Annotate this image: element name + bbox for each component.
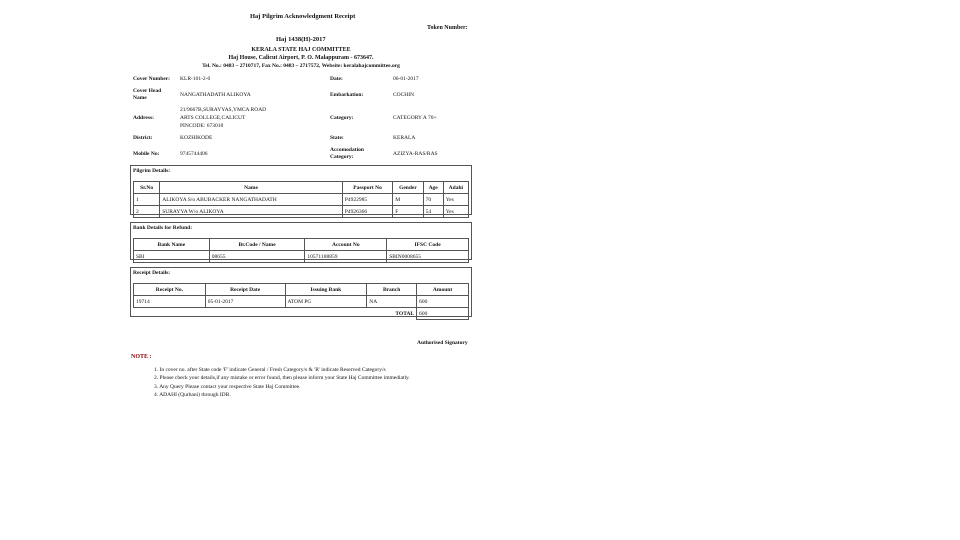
bank-header-account: Account No — [305, 239, 387, 251]
pilgrim-header-adahi: Adahi — [443, 182, 468, 194]
bank-account: 10571188859 — [305, 251, 387, 263]
receipt-table — [133, 283, 469, 320]
district-value: KOZHIKODE — [180, 135, 213, 141]
state-value: KERALA — [393, 135, 416, 141]
pilgrim-gender: F — [393, 206, 423, 218]
pilgrim-srno: 2 — [134, 206, 160, 218]
address-line-1: 21/9667B,SURAYYAS,YMCA ROAD — [180, 107, 267, 113]
pilgrim-name: ALIKOYA S/o ABUBACKER NANGATHADATH — [160, 194, 343, 206]
receipt-header-date: Receipt Date — [205, 284, 285, 296]
embarkation-value: COCHIN — [393, 92, 415, 98]
receipt-header-bank: Issuing Bank — [285, 284, 367, 296]
pilgrim-header-gender: Gender — [393, 182, 423, 194]
receipt-header-no: Receipt No. — [134, 284, 206, 296]
bank-header-branch: Br.Code / Name — [209, 239, 305, 251]
address-line-2: ARTS COLLEGE,CALICUT — [180, 115, 246, 121]
receipt-date: 05-01-2017 — [205, 296, 285, 308]
date-value: 06-01-2017 — [393, 76, 419, 82]
table-row — [134, 296, 469, 308]
pilgrim-adahi: Yes — [443, 206, 468, 218]
committee-address: Haj House, Calicut Airport, P. O. Malappuram - 673647. — [228, 55, 374, 61]
total-amount: 600 — [417, 308, 469, 320]
committee-name: KERALA STATE HAJ COMMITTEE — [251, 47, 351, 53]
haj-year: Haj 1438(H)-2017 — [276, 36, 326, 43]
pilgrim-passport: P4926366 — [342, 206, 392, 218]
cover-head-value: NANGATHADATH ALIKOYA — [180, 92, 251, 98]
bank-header-name: Bank Name — [134, 239, 210, 251]
accommodation-label: Accomodation Category: — [330, 147, 364, 160]
receipt-header-row — [134, 284, 469, 296]
receipt-no: 19714 — [134, 296, 206, 308]
note-item: 3. Any Query Please contact your respective State Haj Committee. — [154, 383, 301, 390]
pilgrim-header-name: Name — [160, 182, 343, 194]
date-label: Date: — [330, 76, 343, 82]
receipt-bank: ATOM PG — [285, 296, 367, 308]
bank-header-row — [134, 239, 469, 251]
bank-details-section — [130, 222, 472, 260]
mobile-label: Mobile No: — [133, 151, 160, 157]
pilgrim-header-row — [134, 182, 469, 194]
token-number-label: Token Number: — [427, 25, 468, 31]
pilgrim-age: 70 — [423, 194, 443, 206]
pilgrim-details-section — [130, 165, 472, 215]
table-row — [134, 194, 469, 206]
category-label: Category: — [330, 115, 354, 121]
pilgrim-details-title: Pilgrim Details: — [133, 168, 171, 174]
bank-header-ifsc: IFSC Code — [387, 239, 469, 251]
pilgrim-gender: M — [393, 194, 423, 206]
cover-head-label: Cover Head Name — [133, 88, 162, 101]
address-line-3: PINCODE: 673018 — [180, 123, 224, 129]
pilgrim-header-age: Age — [423, 182, 443, 194]
cover-number-label: Cover Number: — [133, 76, 171, 82]
pilgrim-srno: 1 — [134, 194, 160, 206]
embarkation-label: Embarkation: — [330, 92, 364, 98]
category-value: CATEGORY A 70+ — [393, 115, 437, 121]
receipt-header-amount: Amount — [417, 284, 469, 296]
total-label: TOTAL — [395, 310, 415, 317]
pilgrim-passport: P4922985 — [342, 194, 392, 206]
table-row — [134, 251, 469, 263]
total-row — [134, 308, 469, 320]
receipt-details-title: Receipt Details: — [133, 270, 171, 276]
cover-number-value: KLR-101-2-0 — [180, 76, 211, 82]
state-label: State: — [330, 135, 344, 141]
note-title: NOTE : — [131, 354, 152, 360]
receipt-details-section — [130, 267, 472, 317]
bank-details-title: Bank Details for Refund: — [133, 225, 193, 231]
receipt-header-branch: Branch — [367, 284, 417, 296]
pilgrim-adahi: Yes — [443, 194, 468, 206]
note-item: 1. In cover no. after State code 'F' indicate General / Fresh Category/s & 'R' indicate Reserved Category/s — [154, 367, 386, 373]
district-label: District: — [133, 135, 153, 141]
accommodation-value: AZIZYA-RAS/RAS — [393, 151, 438, 157]
pilgrim-age: 54 — [423, 206, 443, 218]
pilgrim-table — [133, 181, 469, 218]
bank-table — [133, 238, 469, 263]
document-title: Haj Pilgrim Acknowledgment Receipt — [250, 13, 356, 20]
pilgrim-header-passport: Passport No — [342, 182, 392, 194]
note-list — [154, 366, 410, 399]
note-item: 2. Please check your details,if any mistake or error found, then please inform your State Haj Committee immediatly. — [154, 375, 410, 382]
note-item: 4. ADAHI (Qurbani) through IDB. — [154, 391, 231, 398]
receipt-amount: 600 — [417, 296, 469, 308]
bank-branch: 08655 — [209, 251, 305, 263]
pilgrim-name: SURAYYA W/o ALIKOYA — [160, 206, 343, 218]
receipt-branch: NA — [367, 296, 417, 308]
mobile-value: 9745744406 — [180, 151, 208, 157]
table-row — [134, 206, 469, 218]
bank-ifsc: SBIN0008655 — [387, 251, 469, 263]
bank-name: SBI — [134, 251, 210, 263]
pilgrim-header-srno: Sr.No — [134, 182, 160, 194]
authorised-signatory: Authorised Signatory — [417, 340, 468, 346]
committee-contact: Tel. No.: 0483 – 2710717, Fax No.: 0483 – 2717572, Website: keralahajcommittee.org — [202, 63, 400, 69]
address-label: Address: — [133, 115, 154, 121]
